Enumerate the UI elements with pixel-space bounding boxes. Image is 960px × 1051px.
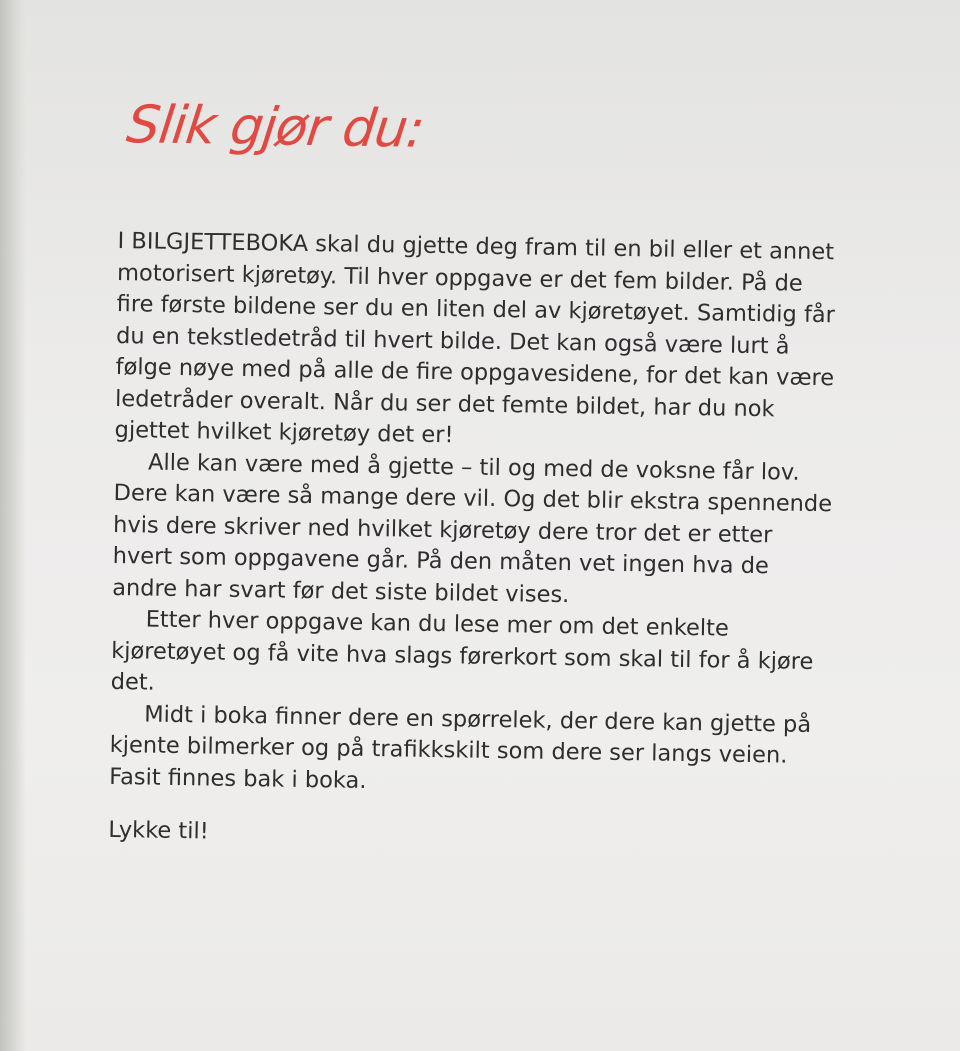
- paragraph-guessing: Alle kan være med å gjette – til og med de voksne får lov. Dere kan være så mange dere vil. Og det blir ekstra spennende hvis dere skriver ned hvilket kjøretøy dere tror det er etter hvert som oppgavene går. På den måten vet ingen hva de andre har svart før det siste bildet vises.: [111, 448, 833, 608]
- closing-text: Lykke til!: [108, 816, 209, 845]
- paragraph-intro: I BILGJETTEBOKA skal du gjette deg fram til en bil eller et annet motorisert kjøretøy. Til hver oppgave er det fem bilder. På de fire første bildene ser du en liten del av kjøretøyet. Samtidig får du en tekstledetråd til hvert bilde. Det kan også være lurt å følge nøye med på alle de fire oppgavesidene, for det kan være ledetråder overalt. Når du ser det femte bildet, har du nok gjettet hvilket kjøretøy det er!: [114, 227, 836, 449]
- page-title: Slik gjør du:: [123, 95, 427, 160]
- body-text: [109, 226, 838, 804]
- paragraph-after-task: Etter hver oppgave kan du lese mer om det enkelte kjøretøyet og få vite hva slags førerkort som skal til for å kjøre det.: [110, 606, 814, 696]
- page-content: [108, 90, 840, 858]
- paragraph-quiz: Midt i boka finner dere en spørrelek, der dere kan gjette på kjente bilmerker og på trafikkskilt som dere ser langs veien. Fasit finnes bak i boka.: [109, 700, 812, 794]
